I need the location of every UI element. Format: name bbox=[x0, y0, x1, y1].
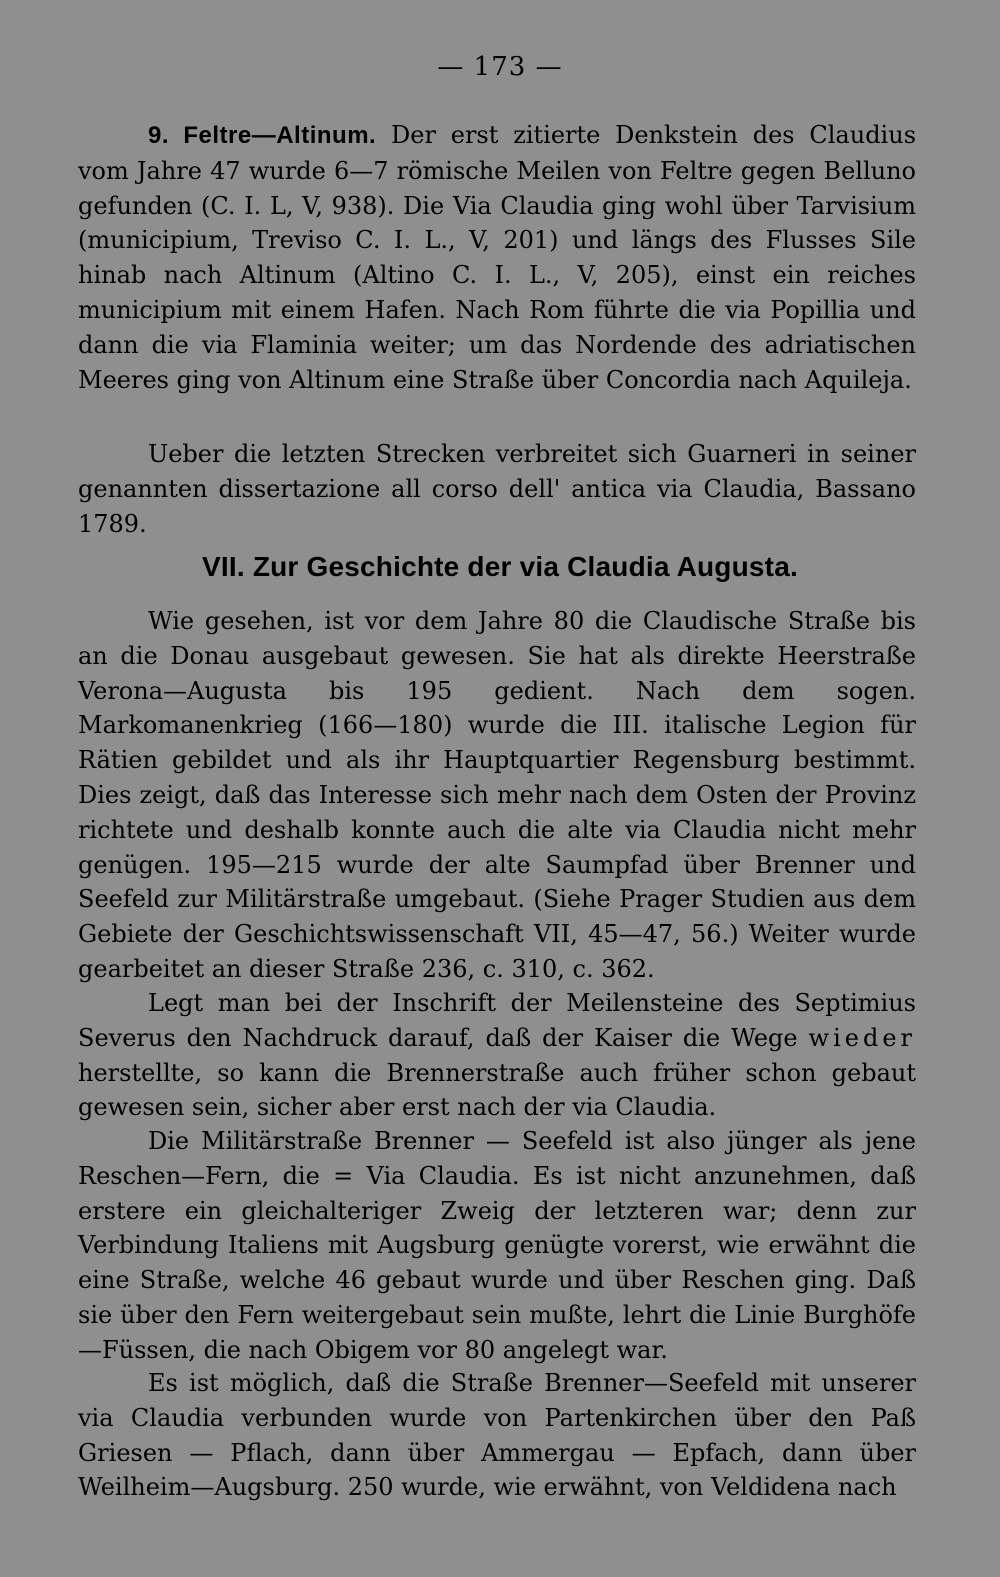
section-9-text: Der erst zitierte Denkstein des Claudius vom Jahre 47 wurde 6—7 römische Meilen von Feltre gegen Belluno gefunden (C. I. L, V, 938). Die Via Claudia ging wohl über Tarvisium (municipium, Treviso C. I. L., V, 201) und längs des Flusses Sile hinab nach Altinum (Altino C. I. L., V, 205), einst ein reiches municipium mit einem Hafen. Nach Rom führte die via Popillia und dann die via Flaminia weiter; um das Nordende des adriatischen Meeres ging von Altinum eine Straße über Concordia nach Aquileja. bbox=[78, 121, 917, 394]
paragraph-claudische-strasse: Wie gesehen, ist vor dem Jahre 80 die Claudische Straße bis an die Donau ausgebaut gewesen. Sie hat als direkte Heerstraße Verona—Augusta bis 195 gedient. Nach dem sogen. Markomanenkrieg (166—180) wurde die III. italische Legion für Rätien gebildet und als ihr Hauptquartier Regensburg bestimmt. Dies zeigt, daß das Interesse sich mehr nach dem Osten der Provinz richtete und deshalb konnte auch die alte via Claudia nicht mehr genügen. 195—215 wurde der alte Saumpfad über Brenner und Seefeld zur Militärstraße umgebaut. (Siehe Prager Studien aus dem Gebiete der Geschichtswissenschaft VII, 45—47, 56.) Weiter wurde gearbeitet an dieser Straße 236, c. 310, c. 362. bbox=[78, 607, 916, 983]
paragraph-meilensteine bbox=[78, 986, 916, 1125]
paragraph-meilensteine-end: herstellte, so kann die Brennerstraße auch früher schon gebaut gewesen sein, sicher aber erst nach der via Claudia. bbox=[78, 1058, 916, 1122]
section-title: VII. Zur Geschichte der via Claudia Augusta. bbox=[202, 551, 798, 582]
emphasis-wieder: wieder bbox=[808, 1023, 916, 1052]
section-9-heading: 9. Feltre—Altinum. bbox=[148, 122, 377, 149]
paragraph-militaerstrasse: Die Militärstraße Brenner — Seefeld ist also jünger als jene Reschen—Fern, die = Via Claudia. Es ist nicht anzunehmen, daß erstere ein gleichalteriger Zweig der letzteren war; denn zur Verbindung Italiens mit Augsburg genügte vorerst, wie erwähnt die eine Straße, welche 46 gebaut wurde und über Reschen ging. Daß sie über den Fern weitergebaut sein mußte, lehrt die Linie Burghöfe—Füssen, die nach Obigem vor 80 angelegt war. bbox=[78, 1127, 916, 1364]
paragraph-meilensteine-start: Legt man bei der Inschrift der Meilensteine des Septimius Severus den Nachdruck darauf, daß der Kaiser die Wege bbox=[78, 989, 916, 1052]
guarneri-paragraph: Ueber die letzten Strecken verbreitet sich Guarneri in seiner genannten dissertazione all corso dell' antica via Claudia, Bassano 1789. bbox=[78, 440, 916, 538]
paragraph-brenner-seefeld: Es ist möglich, daß die Straße Brenner—Seefeld mit unserer via Claudia verbunden wurde von Partenkirchen über den Paß Griesen — Pflach, dann über Ammergau — Epfach, dann über Weilheim—Augsburg. 250 wurde, wie erwähnt, von Veldidena nach bbox=[78, 1369, 916, 1502]
page-number: — 173 — bbox=[437, 52, 563, 82]
section-9-paragraph bbox=[78, 118, 916, 397]
